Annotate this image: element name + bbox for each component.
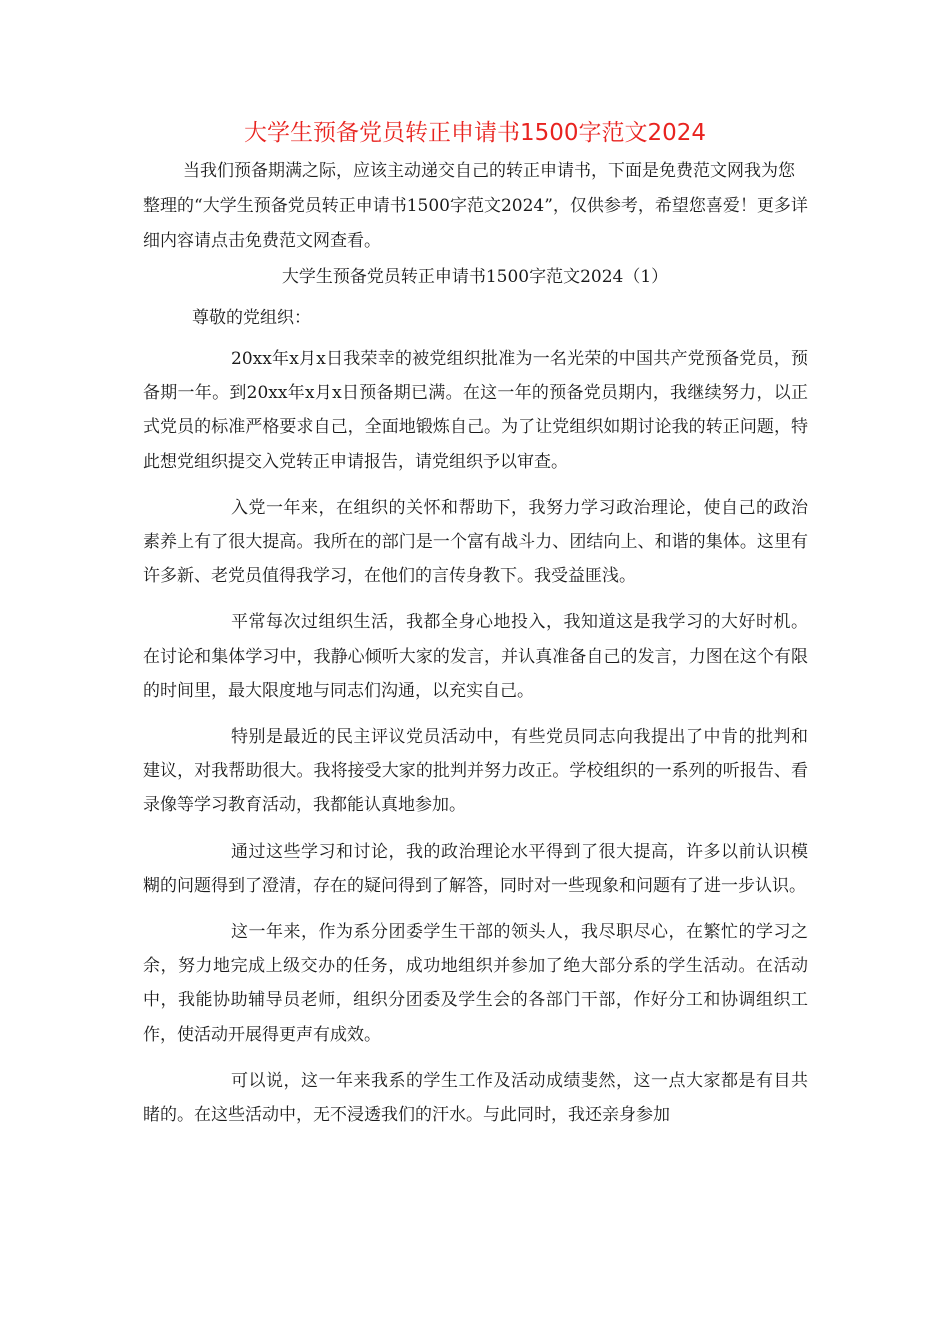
letter-body	[143, 342, 808, 1144]
body-paragraph: 可以说，这一年来我系的学生工作及活动成绩斐然，这一点大家都是有目共睹的。在这些活动中，无不浸透我们的汗水。与此同时，我还亲身参加	[143, 1070, 808, 1126]
section-subtitle: 大学生预备党员转正申请书1500字范文2024（1）	[281, 267, 669, 287]
body-paragraph: 平常每次过组织生活，我都全身心地投入，我知道这是我学习的大好时机。在讨论和集体学习中，我静心倾听大家的发言，并认真准备自己的发言，力图在这个有限的时间里，最大限度地与同志们沟通，以充实自己。	[143, 612, 808, 701]
body-paragraph: 这一年来，作为系分团委学生干部的领头人，我尽职尽心，在繁忙的学习之余，努力地完成上级交办的任务，成功地组织并参加了绝大部分系的学生活动。在活动中，我能协助辅导员老师，组织分团委及学生会的各部门干部，作好分工和协调组织工作，使活动开展得更声有成效。	[143, 922, 808, 1045]
intro-paragraph: 当我们预备期满之际，应该主动递交自己的转正申请书，下面是免费范文网我为您整理的“大学生预备党员转正申请书1500字范文2024”，仅供参考，希望您喜爱！更多详细内容请点击免费范文网查看。	[143, 161, 808, 251]
body-paragraph: 通过这些学习和讨论，我的政治理论水平得到了很大提高，许多以前认识模糊的问题得到了澄清，存在的疑问得到了解答，同时对一些现象和问题有了进一步认识。	[143, 841, 808, 896]
document-title: 大学生预备党员转正申请书1500字范文2024	[243, 120, 707, 146]
body-paragraph: 特别是最近的民主评议党员活动中，有些党员同志向我提出了中肯的批判和建议，对我帮助很大。我将接受大家的批判并努力改正。学校组织的一系列的听报告、看录像等学习教育活动，我都能认真地参加。	[143, 727, 808, 816]
salutation: 尊敬的党组织：	[192, 308, 311, 328]
body-paragraph: 20xx年x月x日我荣幸的被党组织批准为一名光荣的中国共产党预备党员，预备期一年。到20xx年x月x日预备期已满。在这一年的预备党员期内，我继续努力，以正式党员的标准严格要求自己，全面地锻炼自己。为了让党组织如期讨论我的转正问题，特此想党组织提交入党转正申请报告，请党组织予以审查。	[143, 349, 808, 472]
body-paragraph: 入党一年来，在组织的关怀和帮助下，我努力学习政治理论，使自己的政治素养上有了很大提高。我所在的部门是一个富有战斗力、团结向上、和谐的集体。这里有许多新、老党员值得我学习，在他们的言传身教下。我受益匪浅。	[143, 497, 808, 587]
